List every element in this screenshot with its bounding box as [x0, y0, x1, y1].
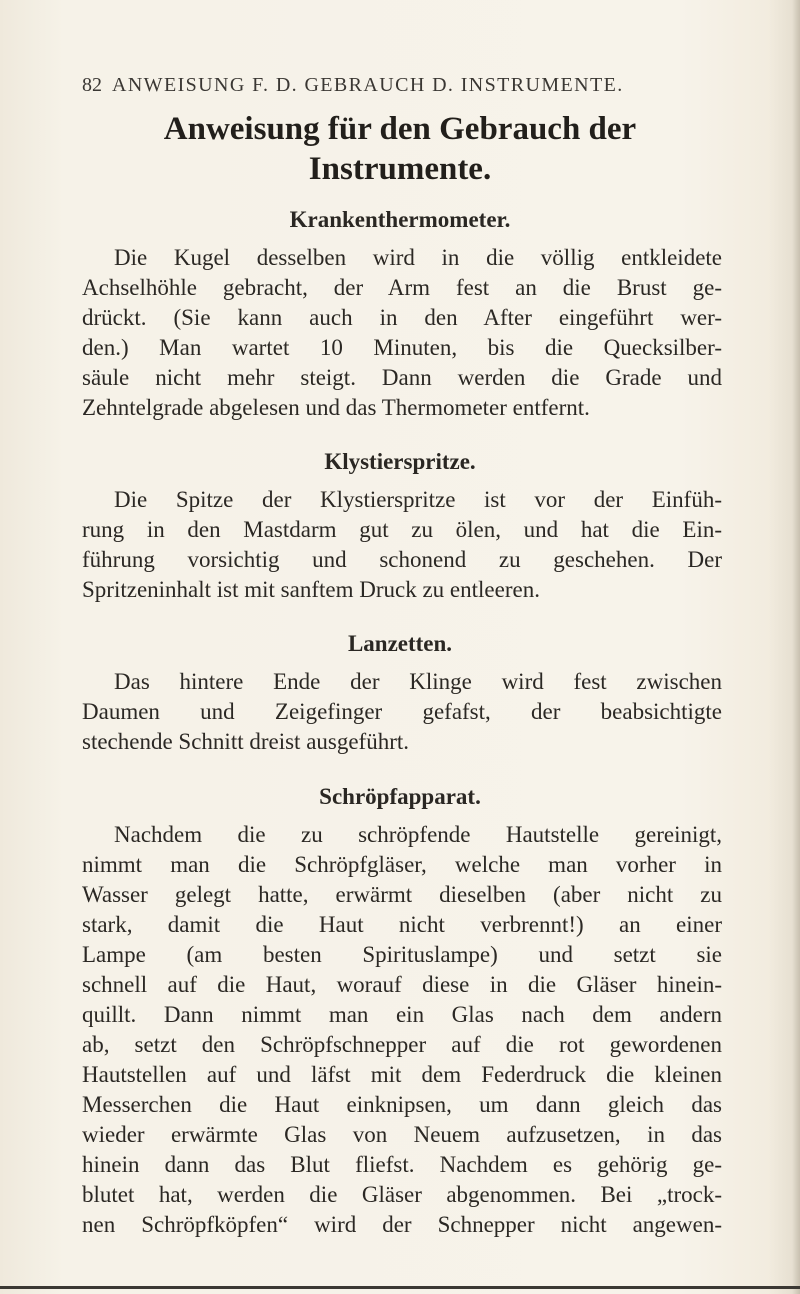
- paragraph-line: stechende Schnitt dreist ausgeführt.: [82, 729, 410, 754]
- paragraph-line: wieder erwärmte Glas von Neuem aufzusetzen, in das: [82, 1122, 722, 1147]
- paragraph-line: nimmt man die Schröpfgläser, welche man vorher in: [82, 852, 722, 877]
- paragraph-line: hinein dann das Blut fliefst. Nachdem es gehörig ge-: [82, 1152, 722, 1177]
- paragraph-line: Spritzeninhalt ist mit sanftem Druck zu entleeren.: [82, 577, 540, 602]
- paragraph-line: nen Schröpfköpfen“ wird der Schnepper nicht angewen-: [82, 1212, 722, 1237]
- paragraph-line: Zehntelgrade abgelesen und das Thermometer entfernt.: [82, 395, 590, 420]
- section-heading-krankenthermometer: Krankenthermometer.: [289, 207, 511, 232]
- paragraph-line: Messerchen die Haut einknipsen, um dann gleich das: [82, 1092, 722, 1117]
- paragraph-line: rung in den Mastdarm gut zu ölen, und hat die Ein-: [82, 517, 722, 542]
- paragraph-line: blutet hat, werden die Gläser abgenommen. Bei „trock-: [82, 1182, 722, 1207]
- paragraph-line: Hautstellen auf und läfst mit dem Federdruck die kleinen: [82, 1062, 722, 1087]
- section-heading-klystierspritze: Klystierspritze.: [324, 449, 476, 474]
- paragraph-line: Die Spitze der Klystierspritze ist vor der Einfüh-: [114, 487, 722, 512]
- paragraph-line: stark, damit die Haut nicht verbrennt!) an einer: [82, 912, 722, 937]
- paragraph-line: schnell auf die Haut, worauf diese in die Gläser hinein-: [82, 972, 722, 997]
- paragraph-line: Wasser gelegt hatte, erwärmt dieselben (aber nicht zu: [82, 882, 722, 907]
- paragraph-line: drückt. (Sie kann auch in den After eingeführt wer-: [82, 305, 722, 330]
- paragraph-line: Lampe (am besten Spirituslampe) und setzt sie: [82, 942, 722, 967]
- scan-bottom-edge: [0, 1286, 800, 1289]
- page-title-line-1: Anweisung für den Gebrauch der: [163, 111, 637, 147]
- section-heading-schroepfapparat: Schröpfapparat.: [319, 784, 481, 809]
- page-edge-shadow: [792, 0, 800, 1294]
- page-title-line-2: Instrumente.: [308, 151, 492, 187]
- paragraph-line: ab, setzt den Schröpfschnepper auf die rot gewordenen: [82, 1032, 722, 1057]
- paragraph-line: Achselhöhle gebracht, der Arm fest an die Brust ge-: [82, 275, 722, 300]
- paragraph-line: den.) Man wartet 10 Minuten, bis die Quecksilber-: [82, 335, 722, 360]
- paragraph-line: Daumen und Zeigefinger gefafst, der beabsichtigte: [82, 699, 722, 724]
- running-head: [82, 74, 722, 97]
- paragraph-line: Das hintere Ende der Klinge wird fest zwischen: [114, 669, 722, 694]
- paragraph-line: führung vorsichtig und schonend zu geschehen. Der: [82, 547, 722, 572]
- paragraph-line: Nachdem die zu schröpfende Hautstelle gereinigt,: [114, 822, 722, 847]
- paragraph-line: quillt. Dann nimmt man ein Glas nach dem andern: [82, 1002, 722, 1027]
- section-heading-lanzetten: Lanzetten.: [347, 631, 453, 656]
- running-head-title: ANWEISUNG F. D. GEBRAUCH D. INSTRUMENTE.: [112, 74, 624, 96]
- paragraph-line: säule nicht mehr steigt. Dann werden die Grade und: [82, 365, 722, 390]
- page-number: 82: [82, 74, 102, 96]
- paragraph-line: Die Kugel desselben wird in die völlig entkleidete: [114, 245, 722, 270]
